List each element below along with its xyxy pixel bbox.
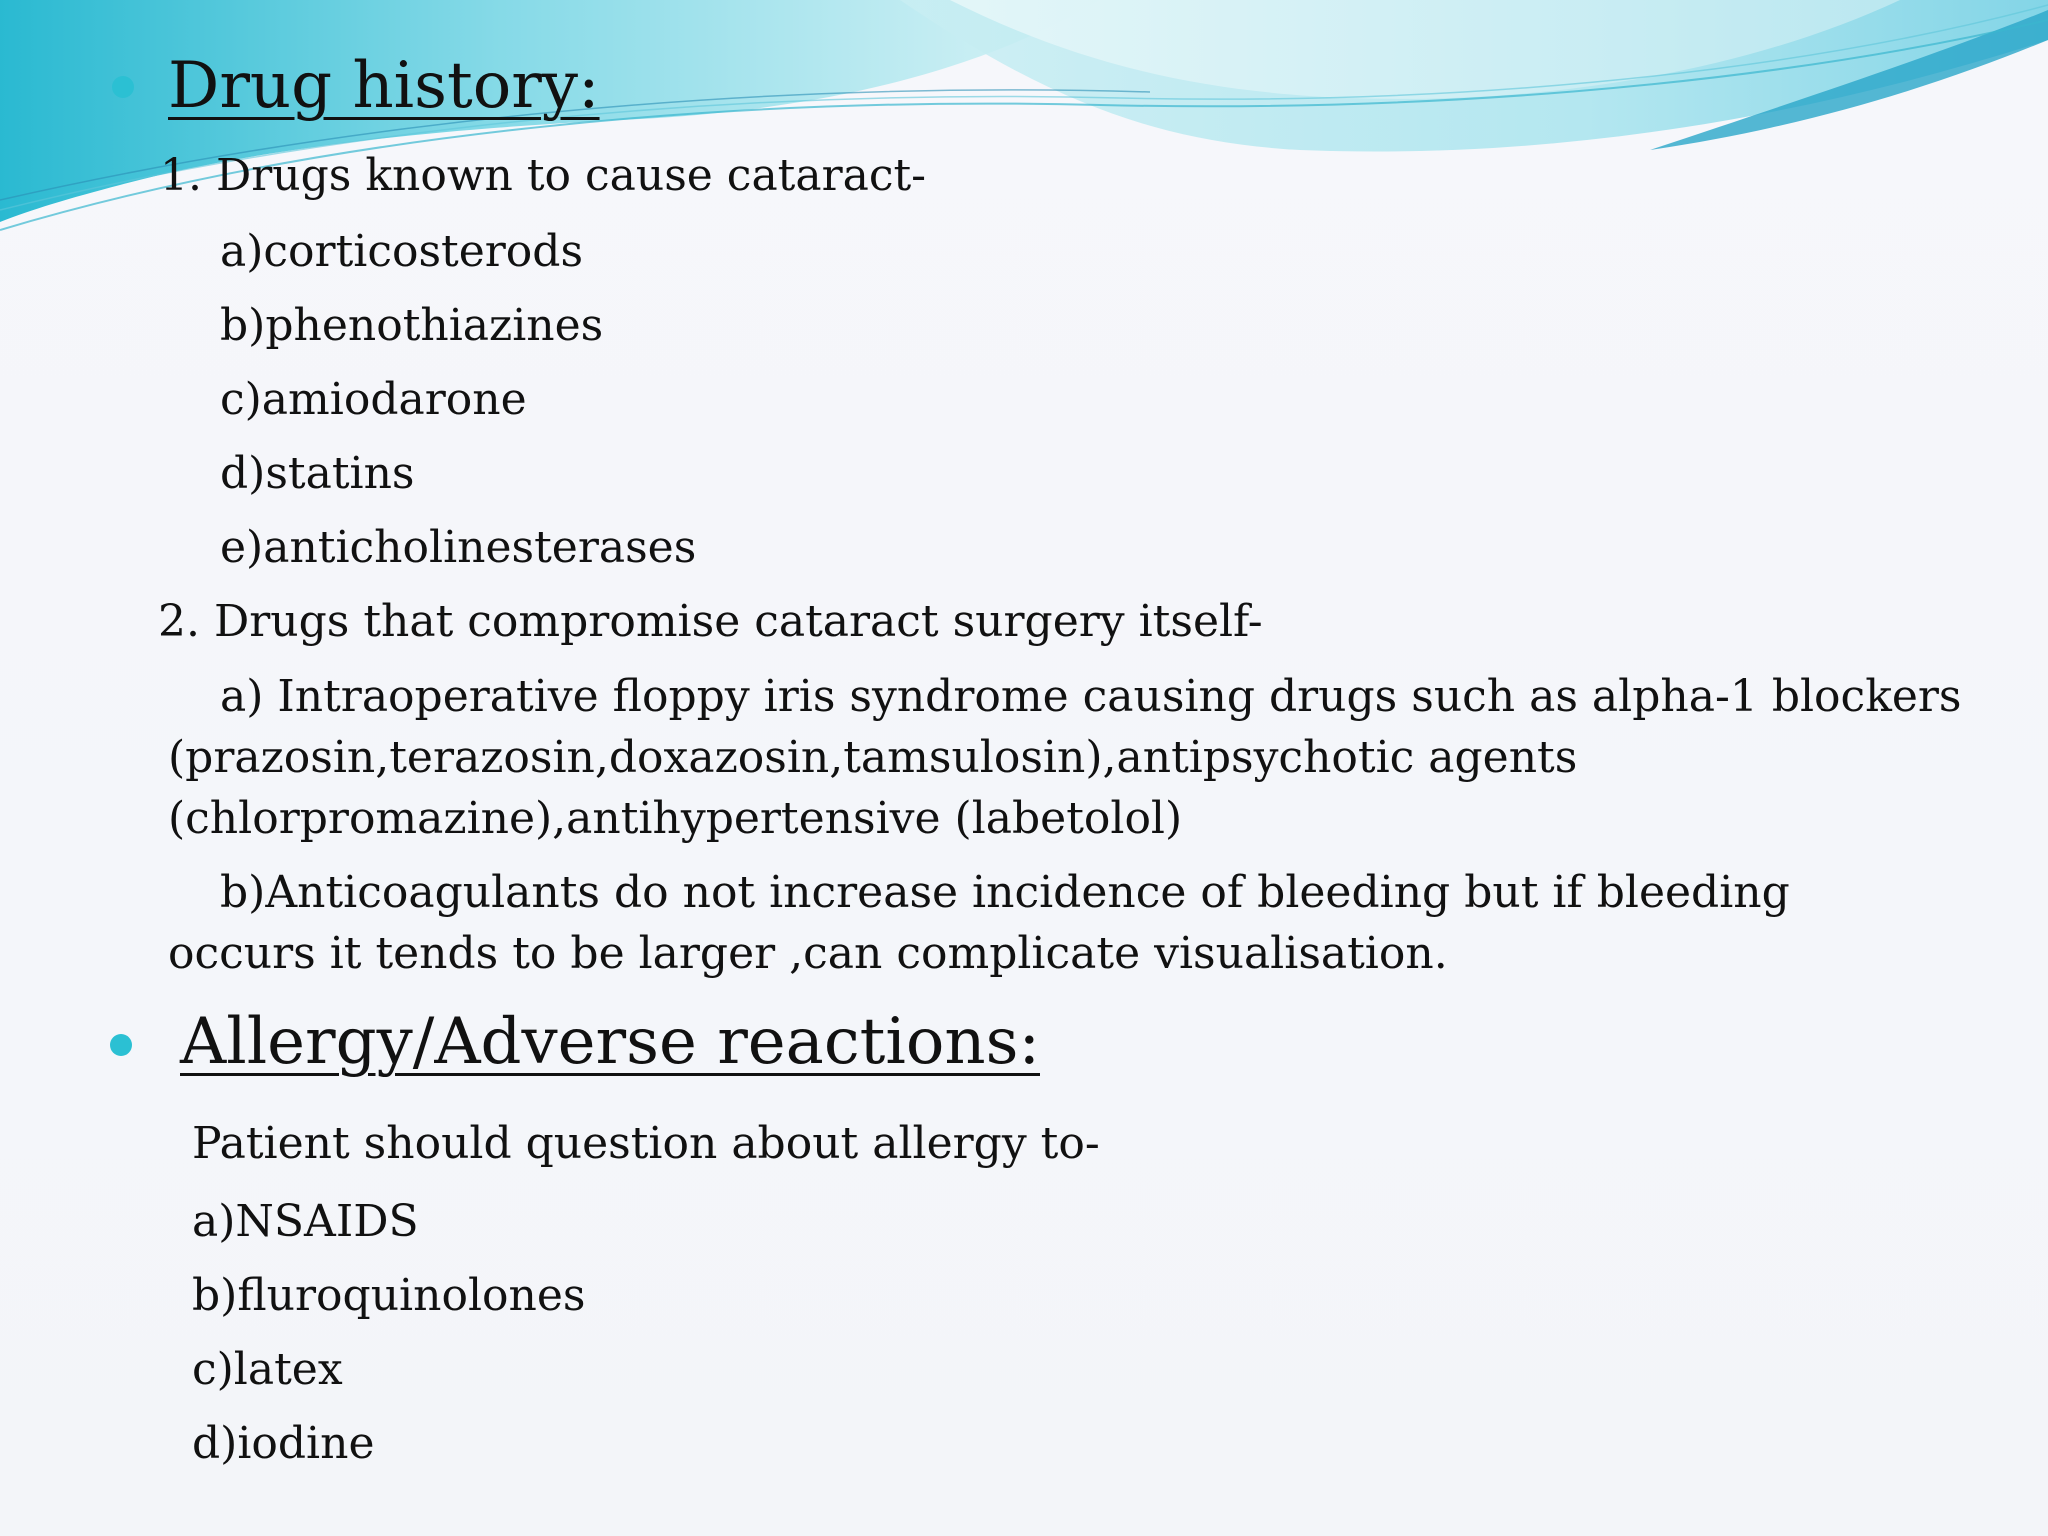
list-item: d)statins [220, 448, 415, 499]
list-item: 1. Drugs known to cause cataract- [160, 150, 927, 201]
list-item: 2. Drugs that compromise cataract surgery itself- [158, 596, 1263, 647]
bullet-dot [112, 76, 134, 98]
list-item: c)latex [192, 1344, 343, 1395]
list-item: d)iodine [192, 1418, 375, 1469]
paragraph-line: (prazosin,terazosin,doxazosin,tamsulosin),antipsychotic agents [168, 732, 1578, 783]
paragraph-line: (chlorpromazine),antihypertensive (labetolol) [168, 793, 1183, 844]
list-item: b)phenothiazines [220, 300, 604, 351]
paragraph-anticoagulants [168, 862, 2008, 984]
list-item: e)anticholinesterases [220, 522, 697, 573]
list-item: Patient should question about allergy to- [192, 1118, 1100, 1169]
section-heading-drug-history: Drug history: [168, 49, 600, 123]
paragraph-floppy-iris [168, 666, 2008, 849]
section-heading-allergy: Allergy/Adverse reactions: [180, 1005, 1040, 1079]
list-item: c)amiodarone [220, 374, 527, 425]
paragraph-line: occurs it tends to be larger ,can complicate visualisation. [168, 928, 1448, 979]
bullet-dot [110, 1034, 132, 1056]
paragraph-line: b)Anticoagulants do not increase incidence of bleeding but if bleeding [220, 867, 1790, 918]
list-item: b)fluroquinolones [192, 1270, 586, 1321]
paragraph-line: a) Intraoperative floppy iris syndrome causing drugs such as alpha-1 blockers [220, 671, 1962, 722]
list-item: a)NSAIDS [192, 1196, 419, 1247]
list-item: a)corticosterods [220, 226, 584, 277]
